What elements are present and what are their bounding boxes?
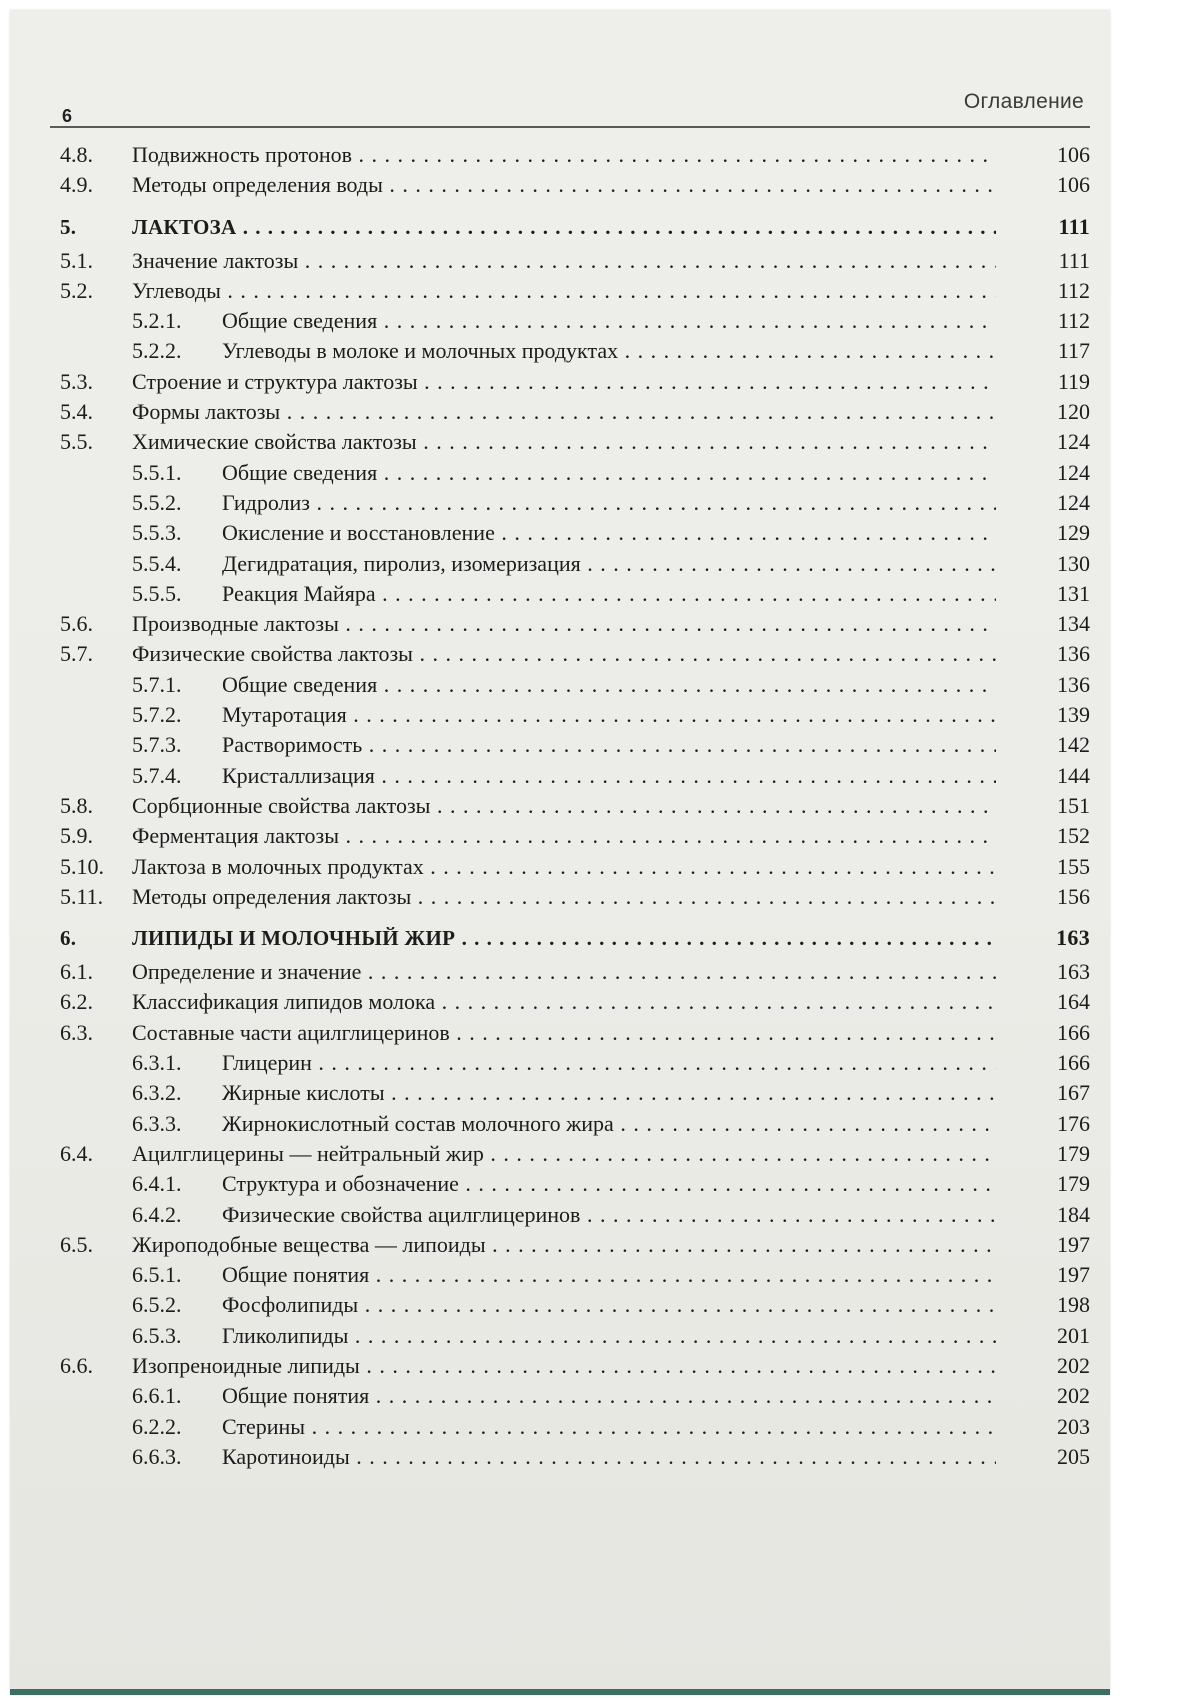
- toc-entry-number: 5.9.: [60, 823, 93, 849]
- toc-entry-title: Растворимость . . .: [222, 732, 996, 757]
- toc-entry-title-wrap: [222, 336, 996, 366]
- toc-entry-title-wrap: [132, 987, 996, 1017]
- toc-entry-title-wrap: [222, 518, 996, 548]
- toc-entry-number: 5.2.: [60, 277, 93, 303]
- toc-entry-row: [60, 852, 1094, 882]
- toc-entry-title-wrap: [222, 1290, 996, 1320]
- toc-entry-row: [60, 730, 1094, 760]
- toc-entry-number: 5.3.: [60, 368, 93, 394]
- toc-entry-number: 6.3.: [60, 1019, 93, 1045]
- toc-entry-row: [60, 1321, 1094, 1351]
- toc-entry-row: [60, 1018, 1094, 1048]
- toc-entry-number: 5.7.: [60, 641, 93, 667]
- toc-entry-number: 5.7.2.: [132, 702, 182, 728]
- toc-entry-number: 6.2.: [60, 989, 93, 1015]
- toc-entry-page: 124: [1057, 489, 1090, 515]
- toc-entry-title-wrap: [132, 609, 996, 639]
- toc-entry-title: Стерины . . .: [222, 1414, 996, 1439]
- toc-entry-page: 139: [1057, 702, 1090, 728]
- toc-entry-title: Каротиноиды . . .: [222, 1444, 996, 1469]
- toc-entry-title-wrap: [132, 791, 996, 821]
- toc-entry-title: Общие понятия . . .: [222, 1383, 996, 1408]
- toc-entry-row: [60, 306, 1094, 336]
- toc-entry-row: [60, 1290, 1094, 1320]
- toc-entry-page: 112: [1057, 308, 1090, 334]
- toc-entry-row: [60, 1109, 1094, 1139]
- toc-entry-title-wrap: [132, 276, 996, 306]
- toc-entry-row: [60, 1230, 1094, 1260]
- toc-entry-title: Сорбционные свойства лактозы . . .: [132, 793, 996, 818]
- toc-entry-row: [60, 579, 1094, 609]
- toc-entry-title-wrap: [132, 246, 996, 276]
- toc-entry-title: Жирные кислоты . . .: [222, 1080, 996, 1105]
- toc-entry-page: 111: [1058, 247, 1090, 273]
- toc-entry-number: 6.6.: [60, 1352, 93, 1378]
- toc-entry-row: [60, 1078, 1094, 1108]
- toc-entry-title-wrap: [132, 1139, 996, 1169]
- toc-entry-page: 142: [1057, 732, 1090, 758]
- toc-entry-number: 5.5.: [60, 429, 93, 455]
- toc-entry-title-wrap: [222, 549, 996, 579]
- toc-entry-title-wrap: [222, 1048, 996, 1078]
- toc-entry-title: Физические свойства ацилглицеринов . . .: [222, 1202, 996, 1227]
- toc-entry-row: [60, 397, 1094, 427]
- toc-entry-row: [60, 140, 1094, 170]
- toc-entry-title-wrap: [222, 1321, 996, 1351]
- toc-entry-title-wrap: [132, 397, 996, 427]
- toc-entry-title-wrap: [132, 427, 996, 457]
- toc-entry-title: Ферментация лактозы . . .: [132, 823, 996, 848]
- toc-entry-page: 151: [1057, 792, 1090, 818]
- toc-entry-page: 144: [1057, 762, 1090, 788]
- toc-entry-title-wrap: [222, 700, 996, 730]
- toc-entry-page: 163: [1056, 925, 1090, 951]
- toc-entry-title-wrap: [222, 1412, 996, 1442]
- toc-entry-title: Общие сведения . . .: [222, 460, 996, 485]
- toc-entry-row: [60, 1048, 1094, 1078]
- toc-entry-title: Методы определения воды . . .: [132, 172, 996, 197]
- toc-entry-title-wrap: [132, 367, 996, 397]
- toc-entry-row: [60, 639, 1094, 669]
- toc-entry-title: Углеводы . . .: [132, 278, 996, 303]
- toc-entry-row: [60, 367, 1094, 397]
- toc-entry-page: 197: [1057, 1231, 1090, 1257]
- toc-entry-row: [60, 1200, 1094, 1230]
- toc-entry-number: 6.2.2.: [132, 1413, 182, 1439]
- toc-entry-page: 152: [1057, 823, 1090, 849]
- toc-entry-title: Химические свойства лактозы . . .: [132, 429, 996, 454]
- toc-entry-title-wrap: [132, 1230, 996, 1260]
- toc-entry-page: 111: [1058, 213, 1090, 239]
- toc-entry-title-wrap: [222, 730, 996, 760]
- toc-entry-title-wrap: [132, 882, 996, 912]
- toc-entry-number: 6.6.3.: [132, 1443, 182, 1469]
- toc-entry-page: 124: [1057, 459, 1090, 485]
- toc-entry-page: 201: [1057, 1322, 1090, 1348]
- toc-entry-title: Определение и значение . . .: [132, 959, 996, 984]
- toc-entry-number: 6.3.3.: [132, 1110, 182, 1136]
- toc-entry-row: [60, 609, 1094, 639]
- toc-entry-row: [60, 488, 1094, 518]
- toc-entry-number: 6.6.1.: [132, 1383, 182, 1409]
- toc-entry-number: 6.5.1.: [132, 1262, 182, 1288]
- toc-entry-number: 6.4.: [60, 1140, 93, 1166]
- toc-entry-title: Ацилглицерины — нейтральный жир . . .: [132, 1141, 996, 1166]
- toc-entry-page: 119: [1057, 368, 1090, 394]
- toc-entry-row: [60, 761, 1094, 791]
- toc-entry-title: ЛАКТОЗА . . .: [132, 215, 996, 239]
- toc-entry-title: ЛИПИДЫ И МОЛОЧНЫЙ ЖИР . . .: [132, 926, 996, 950]
- toc-entry-row: [60, 336, 1094, 366]
- table-of-contents: [60, 140, 1094, 1472]
- running-header: [50, 90, 1090, 128]
- toc-entry-title-wrap: [222, 1169, 996, 1199]
- toc-entry-title-wrap: [132, 852, 996, 882]
- toc-entry-page: 166: [1057, 1019, 1090, 1045]
- toc-entry-title: Гликолипиды . . .: [222, 1323, 996, 1348]
- toc-entry-title-wrap: [132, 821, 996, 851]
- toc-entry-page: 164: [1057, 989, 1090, 1015]
- toc-entry-row: [60, 246, 1094, 276]
- toc-entry-page: 202: [1057, 1352, 1090, 1378]
- page-bottom-edge: [10, 1689, 1110, 1695]
- toc-entry-title-wrap: [132, 639, 996, 669]
- toc-entry-page: 176: [1057, 1110, 1090, 1136]
- toc-entry-page: 179: [1057, 1140, 1090, 1166]
- toc-entry-title: Лактоза в молочных продуктах . . .: [132, 854, 996, 879]
- toc-entry-page: 112: [1057, 277, 1090, 303]
- toc-entry-page: 117: [1057, 338, 1090, 364]
- toc-entry-title-wrap: [132, 1351, 996, 1381]
- toc-entry-number: 5.5.5.: [132, 580, 182, 606]
- toc-entry-number: 6.5.: [60, 1231, 93, 1257]
- toc-entry-title: Мутаротация . . .: [222, 702, 996, 727]
- toc-entry-number: 5.4.: [60, 399, 93, 425]
- toc-entry-title-wrap: [132, 920, 996, 956]
- toc-entry-title: Значение лактозы . . .: [132, 248, 996, 273]
- toc-entry-row: [60, 1442, 1094, 1472]
- toc-entry-title-wrap: [222, 1200, 996, 1230]
- toc-entry-title-wrap: [222, 670, 996, 700]
- toc-entry-title: Общие сведения . . .: [222, 672, 996, 697]
- toc-entry-page: 136: [1057, 641, 1090, 667]
- toc-entry-title: Методы определения лактозы . . .: [132, 884, 996, 909]
- toc-entry-number: 4.8.: [60, 142, 93, 167]
- toc-entry-page: 197: [1057, 1262, 1090, 1288]
- toc-entry-title: Изопреноидные липиды . . .: [132, 1353, 996, 1378]
- toc-entry-page: 134: [1057, 611, 1090, 637]
- toc-entry-title-wrap: [132, 1018, 996, 1048]
- toc-entry-page: 166: [1057, 1050, 1090, 1076]
- toc-entry-number: 6.5.3.: [132, 1322, 182, 1348]
- toc-entry-page: 120: [1057, 399, 1090, 425]
- toc-entry-page: 203: [1057, 1413, 1090, 1439]
- toc-entry-row: [60, 791, 1094, 821]
- toc-entry-row: [60, 170, 1094, 200]
- toc-entry-page: 167: [1057, 1080, 1090, 1106]
- toc-entry-title-wrap: [222, 1078, 996, 1108]
- toc-entry-row: [60, 1381, 1094, 1411]
- toc-entry-row: [60, 821, 1094, 851]
- toc-entry-number: 6.3.1.: [132, 1050, 182, 1076]
- page-number: 6: [62, 106, 73, 126]
- toc-entry-number: 5.5.3.: [132, 520, 182, 546]
- toc-entry-page: 184: [1057, 1201, 1090, 1227]
- toc-entry-page: 198: [1057, 1292, 1090, 1318]
- toc-entry-page: 179: [1057, 1171, 1090, 1197]
- toc-entry-number: 6.3.2.: [132, 1080, 182, 1106]
- toc-entry-number: 5.2.1.: [132, 308, 182, 334]
- toc-entry-title-wrap: [132, 140, 996, 170]
- toc-entry-page: 130: [1057, 550, 1090, 576]
- toc-entry-title: Классификация липидов молока . . .: [132, 989, 996, 1014]
- toc-entry-number: 5.1.: [60, 247, 93, 273]
- toc-entry-title-wrap: [222, 761, 996, 791]
- toc-entry-number: 5.: [60, 214, 77, 239]
- toc-entry-number: 5.10.: [60, 853, 104, 879]
- toc-entry-title-wrap: [222, 306, 996, 336]
- toc-entry-title: Формы лактозы . . .: [132, 399, 996, 424]
- toc-entry-title-wrap: [222, 1381, 996, 1411]
- toc-entry-row: [60, 1139, 1094, 1169]
- toc-entry-title-wrap: [222, 579, 996, 609]
- toc-entry-number: 4.9.: [60, 172, 93, 198]
- toc-entry-title: Реакция Майяра . . .: [222, 581, 996, 606]
- toc-entry-number: 6.4.1.: [132, 1171, 182, 1197]
- toc-entry-title: Жирнокислотный состав молочного жира . . .: [222, 1111, 996, 1136]
- toc-entry-title-wrap: [222, 1442, 996, 1472]
- toc-entry-title-wrap: [222, 488, 996, 518]
- toc-entry-title: Жироподобные вещества — липоиды . . .: [132, 1232, 996, 1257]
- toc-chapter-row: [60, 920, 1094, 955]
- toc-entry-title: Углеводы в молоке и молочных продуктах . . .: [222, 338, 996, 363]
- toc-entry-page: 163: [1057, 959, 1090, 985]
- toc-entry-row: [60, 427, 1094, 457]
- toc-entry-page: 136: [1057, 671, 1090, 697]
- toc-entry-number: 5.5.1.: [132, 459, 182, 485]
- toc-entry-row: [60, 700, 1094, 730]
- toc-entry-title: Общие сведения . . .: [222, 308, 996, 333]
- toc-entry-row: [60, 1351, 1094, 1381]
- toc-entry-number: 6.: [60, 926, 77, 951]
- toc-entry-title: Кристаллизация . . .: [222, 763, 996, 788]
- toc-entry-number: 5.7.1.: [132, 671, 182, 697]
- toc-entry-title-wrap: [222, 1260, 996, 1290]
- toc-entry-title-wrap: [132, 209, 996, 245]
- toc-entry-title-wrap: [132, 170, 996, 200]
- toc-entry-page: 106: [1057, 172, 1090, 198]
- toc-entry-title: Глицерин . . .: [222, 1050, 996, 1075]
- toc-entry-row: [60, 518, 1094, 548]
- toc-entry-page: 124: [1057, 429, 1090, 455]
- toc-entry-page: 205: [1057, 1443, 1090, 1469]
- toc-entry-title: Производные лактозы . . .: [132, 611, 996, 636]
- toc-entry-row: [60, 549, 1094, 579]
- toc-entry-title: Общие понятия . . .: [222, 1262, 996, 1287]
- toc-entry-title-wrap: [222, 1109, 996, 1139]
- toc-entry-page: 106: [1057, 142, 1090, 167]
- toc-entry-row: [60, 458, 1094, 488]
- toc-entry-row: [60, 957, 1094, 987]
- toc-entry-row: [60, 276, 1094, 306]
- toc-entry-page: 202: [1057, 1383, 1090, 1409]
- toc-entry-number: 5.5.4.: [132, 550, 182, 576]
- toc-entry-number: 5.5.2.: [132, 489, 182, 515]
- toc-entry-page: 129: [1057, 520, 1090, 546]
- toc-entry-page: 131: [1057, 580, 1090, 606]
- toc-entry-title: Составные части ацилглицеринов . . .: [132, 1020, 996, 1045]
- toc-entry-number: 5.7.4.: [132, 762, 182, 788]
- toc-entry-row: [60, 1260, 1094, 1290]
- toc-entry-row: [60, 1169, 1094, 1199]
- toc-entry-number: 6.5.2.: [132, 1292, 182, 1318]
- header-title: Оглавление: [963, 90, 1084, 113]
- toc-entry-page: 155: [1057, 853, 1090, 879]
- toc-entry-title: Окисление и восстановление . . .: [222, 520, 996, 545]
- toc-entry-row: [60, 882, 1094, 912]
- toc-entry-number: 5.7.3.: [132, 732, 182, 758]
- toc-entry-title-wrap: [222, 458, 996, 488]
- toc-entry-number: 5.2.2.: [132, 338, 182, 364]
- toc-entry-title-wrap: [132, 957, 996, 987]
- toc-entry-page: 156: [1057, 883, 1090, 909]
- toc-entry-title: Строение и структура лактозы . . .: [132, 369, 996, 394]
- toc-entry-title: Фосфолипиды . . .: [222, 1292, 996, 1317]
- toc-entry-row: [60, 1412, 1094, 1442]
- toc-chapter-row: [60, 209, 1094, 244]
- toc-entry-row: [60, 987, 1094, 1017]
- toc-entry-number: 5.8.: [60, 792, 93, 818]
- toc-entry-title: Подвижность протонов . . .: [132, 142, 996, 167]
- toc-entry-number: 5.6.: [60, 611, 93, 637]
- toc-entry-number: 6.1.: [60, 959, 93, 985]
- toc-entry-number: 6.4.2.: [132, 1201, 182, 1227]
- toc-entry-title: Структура и обозначение . . .: [222, 1171, 996, 1196]
- toc-entry-number: 5.11.: [60, 883, 104, 909]
- toc-entry-row: [60, 670, 1094, 700]
- toc-entry-title: Физические свойства лактозы . . .: [132, 641, 996, 666]
- toc-entry-title: Гидролиз . . .: [222, 490, 996, 515]
- toc-entry-title: Дегидратация, пиролиз, изомеризация . . .: [222, 551, 996, 576]
